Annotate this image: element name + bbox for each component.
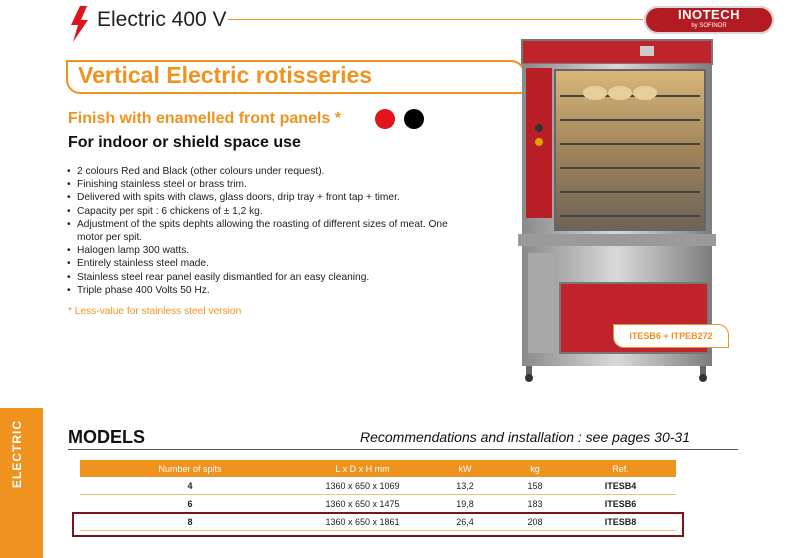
column-header: kg (505, 460, 565, 477)
black-swatch (404, 109, 424, 129)
header-rule (228, 19, 643, 20)
table-row (80, 495, 676, 513)
header-title: Electric 400 V (97, 8, 227, 31)
feature-item: • Entirely stainless steel made. (66, 257, 476, 270)
spits-cell: 8 (80, 513, 300, 531)
feature-item: • 2 colours Red and Black (other colours under request). (66, 165, 476, 178)
models-heading: MODELS (68, 427, 146, 447)
ref-cell: ITESB6 (565, 495, 676, 513)
column-header: Ref. (565, 460, 676, 477)
kg-cell: 158 (505, 477, 565, 495)
logo-brand-text: INOTECH (678, 7, 740, 22)
feature-item: • Adjustment of the spits dephts allowing the roasting of different sizes of meat. One motor per spit. (66, 218, 476, 244)
column-header: Number of spits (80, 460, 300, 477)
model-tag: ITESB6 + ITPEB272 (613, 324, 729, 348)
dimensions-cell: 1360 x 650 x 1861 (300, 513, 425, 531)
ref-cell: ITESB4 (565, 477, 676, 495)
feature-list (66, 165, 476, 297)
dimensions-cell: 1360 x 650 x 1069 (300, 477, 425, 495)
feature-item: • Halogen lamp 300 watts. (66, 244, 476, 257)
table-header-row (80, 460, 676, 477)
feature-item: • Delivered with spits with claws, glass doors, drip tray + front tap + timer. (66, 191, 476, 204)
kw-cell: 26,4 (425, 513, 505, 531)
finish-heading: Finish with enamelled front panels * (68, 110, 341, 127)
side-band (0, 0, 43, 558)
side-category-label: ELECTRIC (10, 420, 24, 488)
recommendation-text: Recommendations and installation : see pages 30-31 (360, 429, 690, 445)
table-row (80, 477, 676, 495)
models-rule (68, 449, 738, 450)
kw-cell: 19,8 (425, 495, 505, 513)
feature-item: • Stainless steel rear panel easily dismantled for an easy cleaning. (66, 271, 476, 284)
column-header: kW (425, 460, 505, 477)
red-swatch (375, 109, 395, 129)
brand-logo (644, 6, 774, 34)
footnote: * Less-value for stainless steel version (68, 306, 242, 317)
column-header: L x D x H mm (300, 460, 425, 477)
spits-cell: 6 (80, 495, 300, 513)
product-subtitle: For indoor or shield space use (68, 134, 301, 151)
spits-cell: 4 (80, 477, 300, 495)
dimensions-cell: 1360 x 650 x 1475 (300, 495, 425, 513)
ref-cell: ITESB8 (565, 513, 676, 531)
kw-cell: 13,2 (425, 477, 505, 495)
feature-item: • Triple phase 400 Volts 50 Hz. (66, 284, 476, 297)
lightning-bolt-icon (68, 6, 92, 42)
selected-row-highlight (72, 512, 684, 537)
logo-by-text: by SOFINOR (691, 23, 727, 29)
kg-cell: 208 (505, 513, 565, 531)
product-title: Vertical Electric rotisseries (78, 62, 373, 88)
feature-item: • Capacity per spit : 6 chickens of ± 1,2 kg. (66, 205, 476, 218)
kg-cell: 183 (505, 495, 565, 513)
feature-item: • Finishing stainless steel or brass trim. (66, 178, 476, 191)
